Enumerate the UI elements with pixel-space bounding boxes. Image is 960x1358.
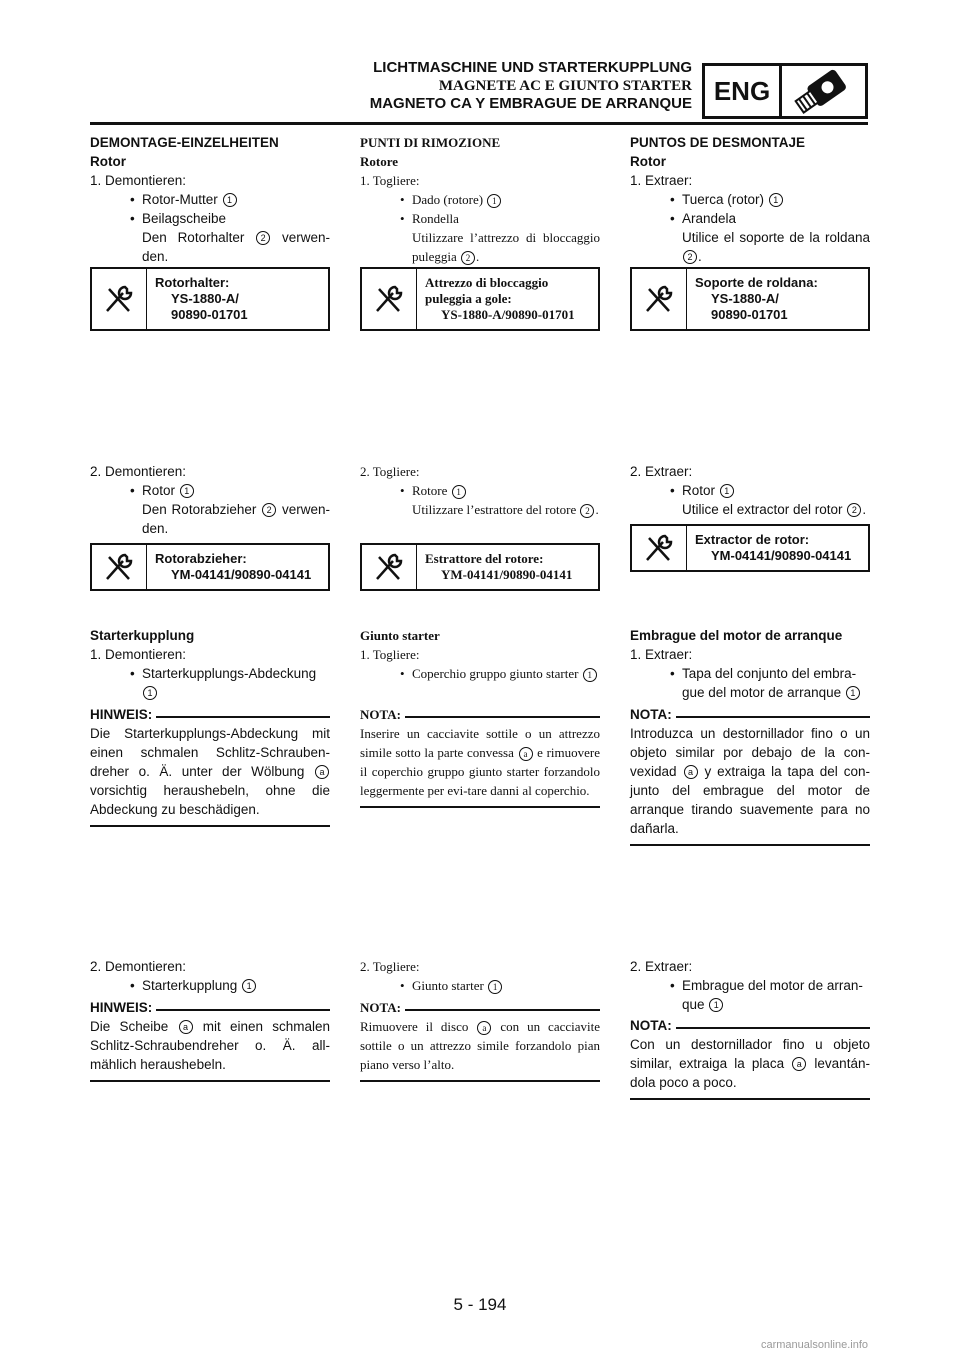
de-bullet: • Rotor-Mutter 1	[90, 190, 330, 209]
de-section-starter-2	[90, 957, 330, 995]
ref-1: 1	[720, 484, 734, 498]
es-section-heading: Embrague del motor de arranque	[630, 628, 843, 643]
ref-2: 2	[847, 503, 861, 517]
it-subtitle: Rotore	[360, 154, 399, 169]
es-section-rotor-2	[630, 462, 870, 519]
wrench-icon	[92, 545, 147, 589]
de-note-heading: HINWEIS:	[90, 707, 153, 722]
it-bullet: • Giunto starter 1	[360, 976, 600, 995]
wrench-icon	[362, 545, 417, 589]
es-step-2: 2. Extraer:	[630, 464, 693, 479]
it-section-rotor	[360, 133, 600, 266]
ref-2: 2	[256, 231, 270, 245]
wrench-icon	[632, 526, 687, 570]
es-title: PUNTOS DE DESMONTAJE	[630, 135, 806, 150]
ref-1: 1	[709, 998, 723, 1012]
header-rule	[90, 122, 868, 125]
de-tool-name: Rotorhalter:	[155, 275, 230, 290]
es-bullet: • Arandela	[630, 209, 870, 228]
it-note-body: Rimuovere il disco a con un cacciavite sottile o un attrezzo simile forzandolo pian piano verso l’alto.	[360, 1019, 601, 1072]
ref-1: 1	[143, 686, 157, 700]
it-bullet: • Rotore 1	[360, 481, 600, 500]
de-tool-name: Rotorabzieher:	[155, 551, 247, 566]
it-section-starter	[360, 626, 600, 683]
it-tool-box-2	[360, 543, 600, 591]
it-tool-name: puleggia a gole:	[425, 291, 512, 306]
de-note-body: Die Starterkupplungs-Abdeckung mit einen schmalen Schlitz-Schrauben-dreher o. Ä. unter der Wölbung a vorsichtig heraushebeln, ohne die Abdeckung zu beschädigen.	[90, 726, 330, 817]
ref-a: a	[792, 1057, 806, 1071]
de-section-rotor-2	[90, 462, 330, 538]
it-tool-name: Estrattore del rotore:	[425, 551, 544, 566]
es-step-1: 1. Extraer:	[630, 173, 693, 188]
es-tool-box-2	[630, 524, 870, 572]
ref-a: a	[477, 1021, 491, 1035]
ref-1: 1	[452, 485, 466, 499]
it-note-1	[360, 705, 600, 808]
watermark: carmanualsonline.info	[760, 1339, 868, 1351]
ref-1: 1	[487, 194, 501, 208]
ref-1: 1	[846, 686, 860, 700]
header-title-de: LICHTMASCHINE UND STARTERKUPPLUNG	[373, 59, 692, 76]
de-bullet: • Starterkupplungs-Abdeckung 1	[90, 664, 330, 702]
de-section-heading: Starterkupplung	[90, 628, 195, 643]
es-continuation: Utilice el extractor del rotor 2 .	[682, 502, 867, 517]
es-tool-code: YM-04141/90890-04141	[711, 548, 852, 563]
de-bullet: • Beilagscheibe	[90, 209, 330, 228]
it-continuation: Utilizzare l’estrattore del rotore 2 .	[412, 502, 599, 517]
page-number: 5 - 194	[453, 1295, 507, 1314]
de-section-starter	[90, 626, 330, 702]
de-bullet: • Rotor 1	[90, 481, 330, 500]
wrench-icon	[92, 269, 147, 329]
it-note-heading: NOTA:	[360, 1000, 401, 1015]
es-bullet: • Embrague del motor de arran-que 1	[630, 976, 870, 1014]
es-tool-name: Extractor de rotor:	[695, 532, 810, 547]
engine-part-icon	[782, 66, 865, 116]
es-step-2: 2. Extraer:	[630, 959, 693, 974]
de-section-rotor	[90, 133, 330, 266]
de-bullet: • Starterkupplung 1	[90, 976, 330, 995]
it-tool-box-1	[360, 267, 600, 331]
ref-2: 2	[461, 251, 475, 265]
ref-1: 1	[488, 980, 502, 994]
it-step-2: 2. Togliere:	[360, 464, 420, 479]
es-note-body: Con un destornillador fino u objeto similar, extraiga la placa a levantán-dola poco a poco.	[630, 1037, 870, 1090]
de-continuation: Den Rotorhalter 2 verwen-den.	[142, 230, 330, 264]
it-step-1: 1. Togliere:	[360, 647, 420, 662]
it-note-heading: NOTA:	[360, 707, 401, 722]
it-continuation: Utilizzare l’attrezzo di bloccaggio puleggia 2 .	[412, 230, 600, 264]
it-bullet: • Coperchio gruppo giunto starter 1	[360, 664, 600, 683]
de-tool-code: 90890-01701	[171, 307, 248, 322]
ref-1: 1	[583, 668, 597, 682]
it-section-heading: Giunto starter	[360, 628, 440, 643]
de-note-1	[90, 705, 330, 827]
it-note-body: Inserire un cacciavite sottile o un attrezzo simile sotto la parte convessa a e rimuovere il coperchio gruppo giunto starter forzandolo leggermente per evi-tare danni al coperchio.	[360, 726, 600, 798]
language-badge	[702, 63, 868, 119]
it-section-starter-2	[360, 957, 600, 995]
de-title: DEMONTAGE-EINZELHEITEN	[90, 135, 279, 150]
de-tool-code: YS-1880-A/	[171, 291, 239, 306]
es-tool-name: Soporte de roldana:	[695, 275, 818, 290]
de-step-2: 2. Demontieren:	[90, 464, 187, 479]
es-continuation: Utilice el soporte de la roldana 2 .	[682, 230, 870, 264]
de-continuation: Den Rotorabzieher 2 verwen-den.	[142, 502, 330, 536]
de-note-heading: HINWEIS:	[90, 1000, 153, 1015]
de-note-body: Die Scheibe a mit einen schmalen Schlitz-Schraubendreher o. Ä. all-mählich heraushebeln.	[90, 1019, 330, 1072]
it-bullet: • Rondella	[360, 209, 600, 228]
ref-a: a	[519, 747, 533, 761]
de-tool-box-1	[90, 267, 330, 331]
es-section-rotor	[630, 133, 870, 266]
ref-a: a	[179, 1020, 193, 1034]
ref-2: 2	[580, 504, 594, 518]
it-tool-code: YS-1880-A/90890-01701	[441, 307, 575, 322]
de-step-1: 1. Demontieren:	[90, 173, 187, 188]
de-step-2: 2. Demontieren:	[90, 959, 187, 974]
wrench-icon	[632, 269, 687, 329]
de-tool-box-2	[90, 543, 330, 591]
it-title: PUNTI DI RIMOZIONE	[360, 135, 501, 150]
ref-1: 1	[769, 193, 783, 207]
es-note-heading: NOTA:	[630, 707, 672, 722]
es-bullet: • Tapa del conjunto del embra-gue del motor de arranque 1	[630, 664, 870, 702]
de-subtitle: Rotor	[90, 154, 126, 169]
de-note-2	[90, 998, 330, 1082]
header-title-es: MAGNETO CA Y EMBRAGUE DE ARRANQUE	[369, 95, 692, 112]
es-note-heading: NOTA:	[630, 1018, 672, 1033]
es-note-1	[630, 705, 870, 846]
es-section-starter-2	[630, 957, 870, 1014]
it-bullet: • Dado (rotore) 1	[360, 190, 600, 209]
es-note-2	[630, 1016, 870, 1100]
es-bullet: • Rotor 1	[630, 481, 870, 500]
es-step-1: 1. Extraer:	[630, 647, 693, 662]
es-subtitle: Rotor	[630, 154, 666, 169]
es-section-starter	[630, 626, 870, 702]
ref-1: 1	[223, 193, 237, 207]
es-tool-code: YS-1880-A/	[711, 291, 779, 306]
es-tool-code: 90890-01701	[711, 307, 788, 322]
ref-2: 2	[683, 250, 697, 264]
ref-a: a	[684, 765, 698, 779]
it-note-2	[360, 998, 600, 1082]
it-section-rotor-2	[360, 462, 600, 519]
de-tool-code: YM-04141/90890-04141	[171, 567, 312, 582]
it-tool-name: Attrezzo di bloccaggio	[425, 275, 549, 290]
it-tool-code: YM-04141/90890-04141	[441, 567, 573, 582]
wrench-icon	[362, 269, 417, 329]
it-step-1: 1. Togliere:	[360, 173, 420, 188]
language-badge-label: ENG	[705, 66, 782, 116]
es-tool-box-1	[630, 267, 870, 331]
header-title-it: MAGNETE AC E GIUNTO STARTER	[438, 78, 692, 94]
de-step-1: 1. Demontieren:	[90, 647, 187, 662]
es-bullet: • Tuerca (rotor) 1	[630, 190, 870, 209]
es-note-body: Introduzca un destornillador fino o un objeto similar por debajo de la con-vexidad a y extraiga la tapa del con-junto del embrague del motor de arranque tirando suavemente para no dañarla.	[630, 726, 870, 836]
it-step-2: 2. Togliere:	[360, 959, 420, 974]
ref-1: 1	[180, 484, 194, 498]
ref-1: 1	[242, 979, 256, 993]
ref-a: a	[315, 765, 329, 779]
ref-2: 2	[262, 503, 276, 517]
